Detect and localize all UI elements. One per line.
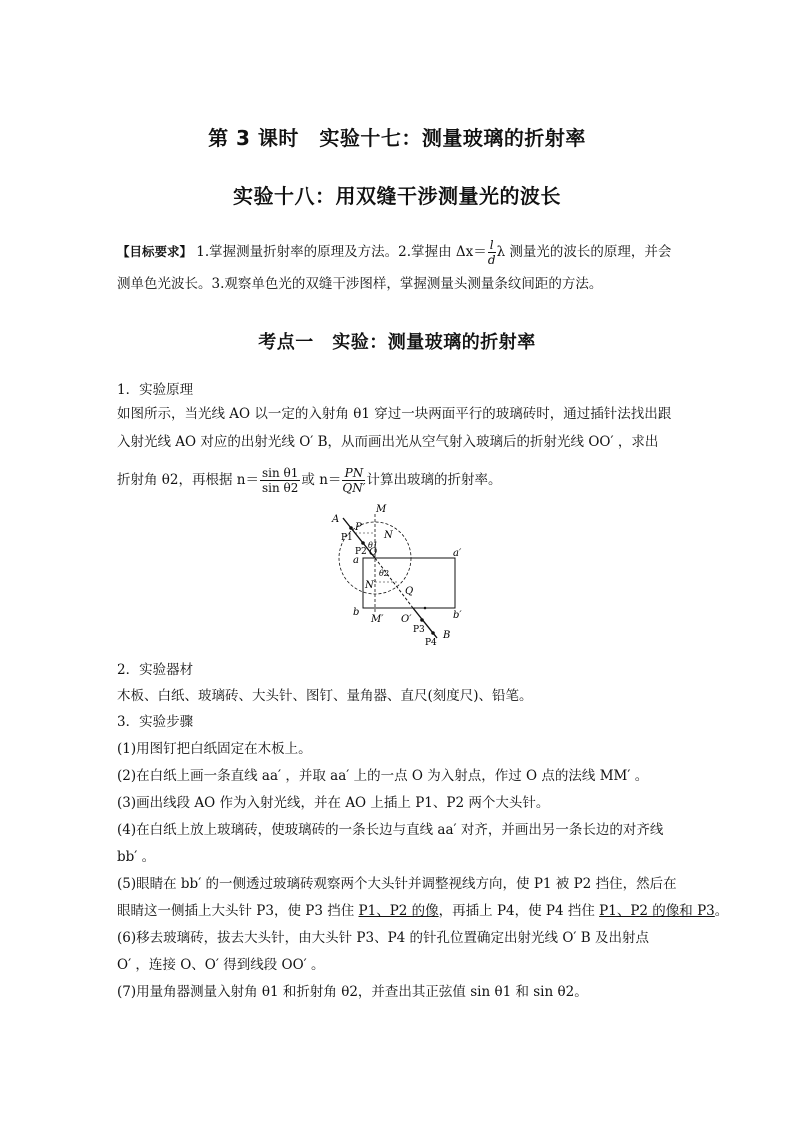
label-P3: P3 <box>413 625 425 635</box>
label-P: P <box>355 522 362 533</box>
length-ratio-fraction <box>342 466 365 495</box>
step-5-text-a: 眼睛这一侧插上大头针 P3，使 P3 挡住 <box>117 903 359 919</box>
label-b-prime: b′ <box>453 610 462 621</box>
step-5-line-2 <box>117 901 729 921</box>
refracted-ray <box>375 558 413 608</box>
label-B: B <box>443 630 451 641</box>
goal-fraction <box>488 238 496 267</box>
step-4-line-1: (4)在白纸上放上玻璃砖，使玻璃砖的一条长边与直线 aa′ 对齐，并画出另一条长边的对齐线 <box>117 822 664 838</box>
label-theta1: θ1 <box>368 541 378 550</box>
label-O-prime: O′ <box>401 614 412 625</box>
label-N: N <box>384 530 393 541</box>
step-5-answer-1: P1、P2 的像 <box>358 903 439 919</box>
step-6-line-1: (6)移去玻璃砖，拔去大头针，由大头针 P3、P4 的针孔位置确定出射光线 O′ B 及出射点 <box>117 930 649 946</box>
step-1: (1)用图钉把白纸固定在木板上。 <box>117 741 312 757</box>
mark-right <box>424 607 427 610</box>
principle-line-1: 如图所示，当光线 AO 以一定的入射角 θ1 穿过一块两面平行的玻璃砖时，通过插针法找出跟 <box>117 406 672 422</box>
step-5-answer-2: P1、P2 的像和 P3 <box>599 903 715 919</box>
pin-p1 <box>349 526 353 530</box>
goal-label: 【目标要求】 <box>117 244 193 259</box>
step-3: (3)画出线段 AO 作为入射光线，并在 AO 上插上 P1、P2 两个大头针。 <box>117 795 550 811</box>
refraction-diagram <box>325 500 475 650</box>
sine-ratio-num: sin θ1 <box>262 466 299 480</box>
goal-line-1 <box>117 238 697 267</box>
pin-p3 <box>420 618 424 622</box>
label-a: a <box>353 555 359 566</box>
label-theta2: θ2 <box>379 569 389 578</box>
step-4-line-2: bb′ 。 <box>117 849 156 865</box>
label-N-prime: N′ <box>365 580 377 591</box>
goal-frac-num: l <box>489 238 494 252</box>
sine-ratio-den: sin θ2 <box>262 481 299 495</box>
principle-line-2: 入射光线 AO 对应的出射光线 O′ B，从而画出光从空气射入玻璃后的折射光线 OO′ ，求出 <box>117 434 659 450</box>
length-ratio-den: QN′ <box>342 481 366 495</box>
pin-p2 <box>361 541 365 545</box>
length-ratio-num: PN <box>342 466 365 481</box>
principle-text-c: 计算出玻璃的折射率。 <box>366 472 502 488</box>
label-P4: P4 <box>425 638 437 648</box>
glass-block <box>363 558 455 608</box>
step-2: (2)在白纸上画一条直线 aa′ ，并取 aa′ 上的一点 O 为入射点，作过 O 点的法线 MM′ 。 <box>117 768 649 784</box>
label-Q: Q <box>405 586 414 597</box>
step-6-line-2: O′ ，连接 O、O′ 得到线段 OO′ 。 <box>117 957 325 973</box>
label-A: A <box>332 514 340 525</box>
step-5-text-c: 。 <box>714 903 729 919</box>
goal-text-b: λ 测量光的波长的原理，并会 <box>496 244 672 260</box>
label-O: O <box>369 547 378 558</box>
principle-text-a: 折射角 θ2，再根据 n＝ <box>117 472 259 488</box>
label-b: b <box>353 607 360 618</box>
equipment-heading: 2．实验器材 <box>117 662 194 678</box>
steps-heading: 3．实验步骤 <box>117 714 194 730</box>
lesson-subtitle: 实验十八：用双缝干涉测量光的波长 <box>233 184 561 208</box>
goal-line-2: 测单色光波长。3.观察单色光的双缝干涉图样，掌握测量头测量条纹间距的方法。 <box>117 276 603 292</box>
label-M-prime: M′ <box>371 614 384 625</box>
lesson-title: 第 3 课时 实验十七：测量玻璃的折射率 <box>208 126 586 150</box>
pin-p4 <box>431 631 435 635</box>
label-a-prime: a′ <box>453 548 462 559</box>
principle-line-3 <box>117 466 697 495</box>
goal-text-a: 1.掌握测量折射率的原理及方法。2.掌握由 Δx＝ <box>192 244 487 260</box>
section-heading: 考点一 实验：测量玻璃的折射率 <box>258 332 536 353</box>
sine-ratio-fraction <box>260 466 300 495</box>
step-5-text-b: ，再插上 P4，使 P4 挡住 <box>438 903 600 919</box>
step-7: (7)用量角器测量入射角 θ1 和折射角 θ2，并查出其正弦值 sin θ1 和 sin θ2。 <box>117 984 588 1000</box>
principle-text-b: 或 n＝ <box>301 472 342 488</box>
principle-heading: 1．实验原理 <box>117 382 194 398</box>
label-P2: P2 <box>355 547 367 557</box>
goal-frac-den: d <box>487 253 496 267</box>
label-P1: P1 <box>341 533 353 543</box>
equipment-line: 木板、白纸、玻璃砖、大头针、图钉、量角器、直尺(刻度尺)、铅笔。 <box>117 688 533 704</box>
step-5-line-1: (5)眼睛在 bb′ 的一侧透过玻璃砖观察两个大头针并调整视线方向，使 P1 被 P2 挡住，然后在 <box>117 876 677 892</box>
label-M: M <box>376 504 387 515</box>
